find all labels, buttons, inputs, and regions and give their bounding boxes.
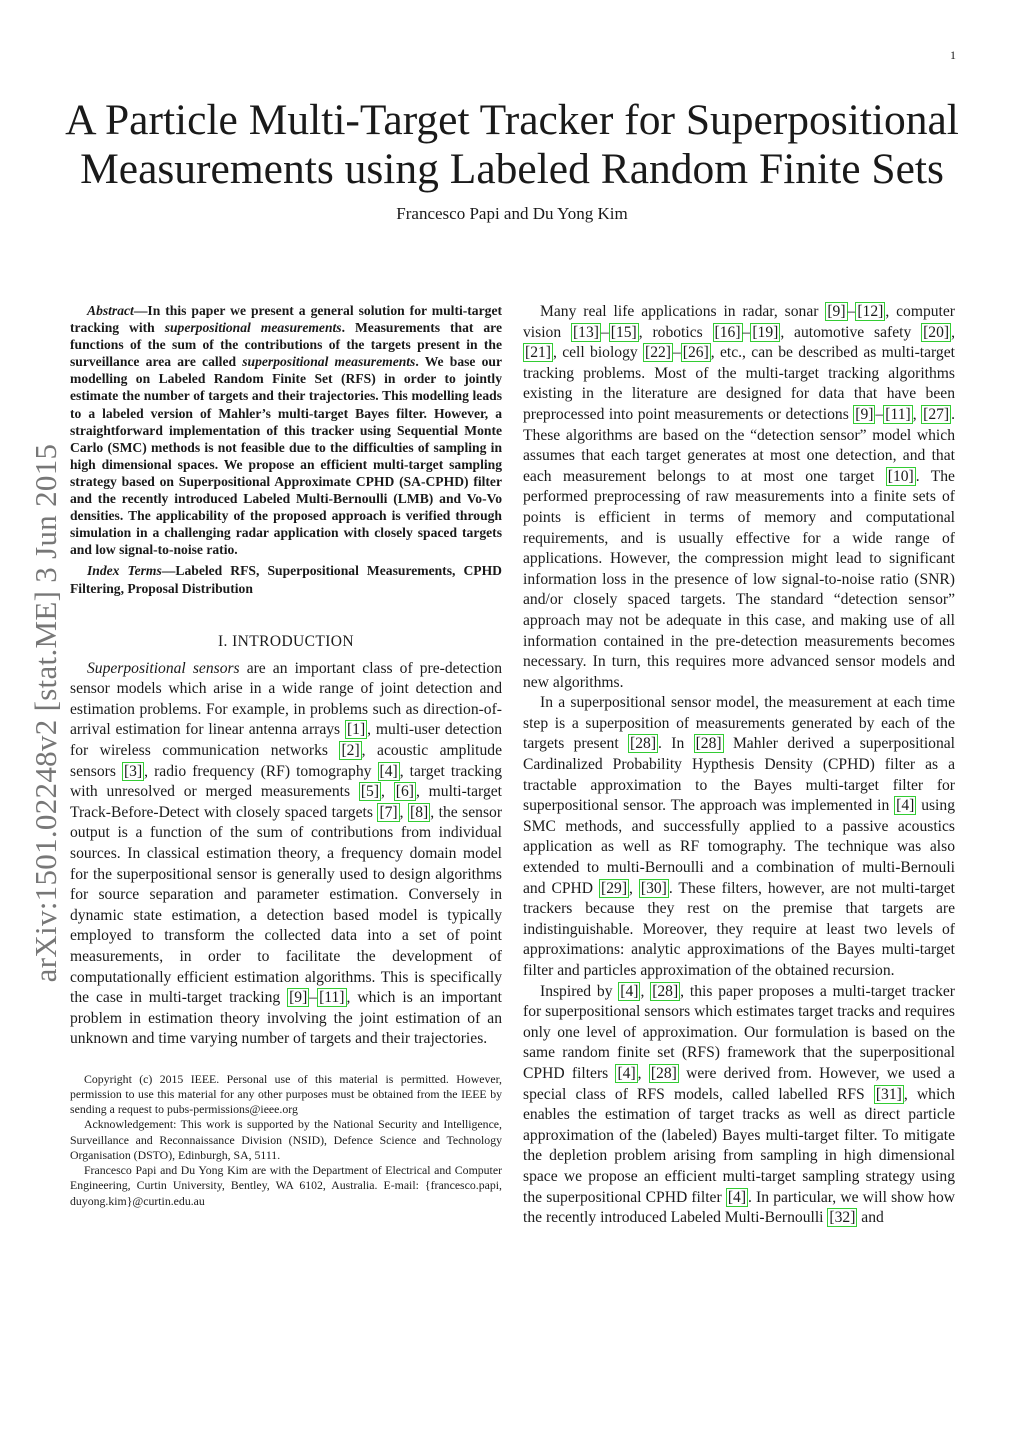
intro-paragraph-3 [523,693,955,981]
acknowledgement-note: Acknowledgement: This work is supported by the National Security and Intelligence, Surveillance and Reconnaissance Division (NSID), Defence Science and Technology Organisation (DSTO), Edinburgh, SA, 5111. [70,1117,502,1162]
paragraph-text: , [399,803,409,821]
citation-link[interactable]: [3] [123,762,143,780]
left-column [70,302,502,1209]
citation-link[interactable]: [7] [379,803,398,821]
citation-link[interactable]: [9] [289,989,308,1007]
citation-link[interactable]: [15] [610,323,637,341]
paragraph-text: , [640,982,651,1000]
arxiv-identifier: arXiv:1501.02248v2 [stat.ME] 3 Jun 2015 [28,443,63,983]
paragraph-text: – [600,323,609,341]
citation-link[interactable]: [11] [319,989,345,1007]
author-affiliation: Francesco Papi and Du Yong Kim are with the Department of Electrical and Computer Engineering, Curtin University, Bentley, WA 6102, Australia. E-mail: {francesco.papi, duyong.kim}@curtin.edu.au [70,1163,502,1208]
citation-link[interactable]: [4] [617,1064,636,1082]
citation-link[interactable]: [2] [341,741,360,759]
paragraph-text: . These filters, however, are not multi-target trackers because they rest on the premise that targets are indistinguishable. Moreover, they require at least two levels of approximations: analytic approximations of the Bayes multi-target filter and particles approximation of the obtained recursion. [523,879,955,979]
citation-link[interactable]: [9] [855,405,874,423]
paper-authors: Francesco Papi and Du Yong Kim [396,204,628,223]
paragraph-text: Many real life applications in radar, sonar [540,303,826,320]
intro-paragraph-4 [523,982,955,1229]
paragraph-text: are an important class of pre-detection sensor models which arise in a wide range of joint detection and estimation problems. For example, in problems such as direction-of-arrival estimation for linear antenna arrays [70,659,502,739]
citation-link[interactable]: [8] [410,803,429,821]
footnotes [70,1072,502,1209]
paragraph-text: , [951,323,955,341]
citation-link[interactable]: [26] [682,344,709,362]
citation-link[interactable]: [4] [379,762,398,780]
citation-link[interactable]: [28] [695,735,722,753]
abstract-text: . We base our modelling on Labeled Random Finite Set (RFS) in order to jointly estimate the number of targets and their trajectories. This modelling leads to a labeled version of Mahler’s multi-target Bayes filter. However, a straightforward implementation of this tracker using Sequential Monte Carlo (SMC) methods is not feasible due to the difficulties of sampling in high dimensional spaces. We propose an efficient multi-target sampling strategy based on Superpositional Approximate CPHD (SA-CPHD) filter and the recently introduced Labeled Multi-Bernoulli (LMB) and Vo-Vo densities. The applicability of the proposed approach is verified through simulation in a challenging radar application with closely spaced targets and low signal-to-noise ratio. [70,354,503,558]
citation-link[interactable]: [20] [923,323,950,341]
index-terms-text: —Labeled RFS, Superpositional Measurements, CPHD Filtering, Proposal Distribution [70,563,502,596]
paragraph-text: – [847,303,856,320]
paragraph-text: , which enables the estimation of target tracks as well as direct particle approximation of the (labeled) Bayes multi-target filter. To mitigate the depletion problem arising from sampling in high dimensional space we propose an efficient multi-target sampling strategy using the superpositional CPHD filter [523,1085,955,1206]
paragraph-text: , [381,783,394,801]
paragraph-text: , the sensor output is a function of the sum of contributions from individual sources. In classical estimation theory, a frequency domain model for the superpositional sensor is generally used to design algorithms for source separation and parameter estimation. Conversely in dynamic state estimation, a detection based model is typically employed to transform the collected data into a set of point measurements, in order to facilitate the development of computationally efficient estimation algorithms. This is specifically the case in multi-target tracking [70,803,503,1007]
abstract-emphasis: superpositional measurements [242,354,416,370]
abstract-label: Abstract [87,303,134,318]
abstract-text: —In this paper we present a general solution for multi-target tracking with [70,303,502,336]
paragraph-text: . These algorithms are based on the “detection sensor” model which assumes that each target generates at most one detection, and that each measurement belongs to at most one target [523,405,956,485]
citation-link[interactable]: [28] [652,982,679,1000]
citation-link[interactable]: [31] [875,1085,902,1103]
paragraph-text: In a superpositional sensor model, the measurement at each time step is a superposition of measurements generated by each of the targets present [523,694,955,753]
intro-paragraph-1 [70,659,502,1050]
paragraph-text: using SMC methods, and successfully applied to a passive acoustics application as well as RF tomography. The technique was also extended to multi-Bernoulli and a combination of multi-Bernouli and CPHD [523,797,955,897]
index-terms-label: Index Terms [87,563,162,579]
paragraph-text: – [875,405,884,423]
paragraph-text: , this paper proposes a multi-target tracker for superpositional sensors which estimates target tracks and requires only one level of approximation. Our formulation is based on the same random finite set (RFS) framework that the superpositional CPHD filters [523,982,955,1082]
paragraph-text: Inspired by [540,982,619,1000]
citation-link[interactable]: [19] [752,323,779,341]
citation-link[interactable]: [12] [857,303,884,320]
section-heading-introduction: I. INTRODUCTION [217,632,354,650]
citation-link[interactable]: [5] [360,783,380,801]
citation-link[interactable]: [9] [827,303,846,320]
abstract-emphasis: superpositional measurements [164,320,342,336]
paragraph-text: , multi-target Track-Before-Detect with closely spaced targets [70,783,502,821]
title-line-2: Measurements using Labeled Random Finite Sets [80,145,944,193]
paragraph-text: , which is an important problem in estimation theory involving the joint estimation of an unknown and time varying number of targets and their trajectories. [70,989,502,1048]
citation-link[interactable]: [30] [640,879,667,897]
paper-title [60,96,964,194]
citation-link[interactable]: [21] [525,344,551,362]
paragraph-text: and [857,1209,884,1227]
paragraph-text: , automotive safety [780,323,922,341]
paragraph-text: , multi-user detection for wireless communication networks [70,721,502,759]
citation-link[interactable]: [11] [885,405,911,423]
citation-link[interactable]: [13] [572,323,599,341]
citation-link[interactable]: [32] [829,1209,856,1227]
paragraph-text: – [672,344,681,362]
paragraph-text: – [309,989,318,1007]
citation-link[interactable]: [4] [727,1188,747,1206]
citation-link[interactable]: [27] [923,405,950,423]
paragraph-text: , etc., can be described as multi-target tracking problems. Most of the multi-target tracking algorithms existing in the literature are designed for data that have been preprocessed into point measurements or detections [523,344,955,423]
paragraph-text: , computer vision [523,303,955,341]
right-column [523,302,955,1229]
paragraph-text: . The performed preprocessing of raw measurements into a finite sets of points is efficient in terms of memory and computational requirements, and is usually effective for a wide range of applications. However, the compression might lead to significant information loss in the presence of low signal-to-noise ratio (SNR) and/or closely spaced targets. The standard “detection sensor” approach may not be adequate in this case, and making use of all information contained in the pre-detection measurements becomes necessary. In turn, this requires more advanced sensor models and new algorithms. [523,467,955,691]
paragraph-text: Mahler derived a superpositional Cardinalized Probability Hypthesis Density (CPHD) filter as a tractable approximation to the Bayes multi-target filter for superpositional sensor. The approach was implemented in [523,735,955,815]
page-number: 1 [950,48,956,62]
paragraph-text: – [742,323,751,341]
paragraph-text: , acoustic amplitude sensors [70,741,502,780]
intro-paragraph-2 [523,302,955,693]
citation-link[interactable]: [22] [645,344,671,362]
paragraph-text: , [912,405,922,423]
paragraph-text: , [637,1064,649,1082]
citation-link[interactable]: [29] [601,879,628,897]
paragraph-text: . In [658,735,694,753]
index-terms [70,562,502,596]
paragraph-lead-term: Superpositional sensors [87,659,240,677]
paragraph-text: , target tracking with unresolved or merged measurements [70,762,502,801]
citation-link[interactable]: [6] [395,783,414,801]
paragraph-text: , radio frequency (RF) tomography [144,762,378,780]
citation-link[interactable]: [28] [650,1064,677,1082]
title-line-1: A Particle Multi-Target Tracker for Superpositional [65,96,959,144]
citation-link[interactable]: [4] [896,797,915,815]
paragraph-text: , robotics [638,323,713,341]
paragraph-text: , [629,879,639,897]
citation-link[interactable]: [10] [887,467,914,485]
citation-link[interactable]: [16] [714,323,741,341]
paragraph-text: . In particular, we will show how the recently introduced Labeled Multi-Bernoulli [523,1188,956,1227]
abstract-text: . Measurements that are functions of the sum of the contributions of the targets present in the surveillance area are called [70,320,503,370]
abstract [70,302,502,558]
citation-link[interactable]: [28] [630,735,657,753]
copyright-notice: Copyright (c) 2015 IEEE. Personal use of this material is permitted. However, permission to use this material for any other purposes must be obtained from the IEEE by sending a request to pubs-permissions@ieee.org [70,1071,502,1117]
paragraph-text: , cell biology [552,344,643,362]
citation-link[interactable]: [1] [346,721,366,739]
paragraph-text: were derived from. However, we used a special class of RFS models, called labelled RFS [523,1064,955,1103]
citation-link[interactable]: [4] [620,982,639,1000]
